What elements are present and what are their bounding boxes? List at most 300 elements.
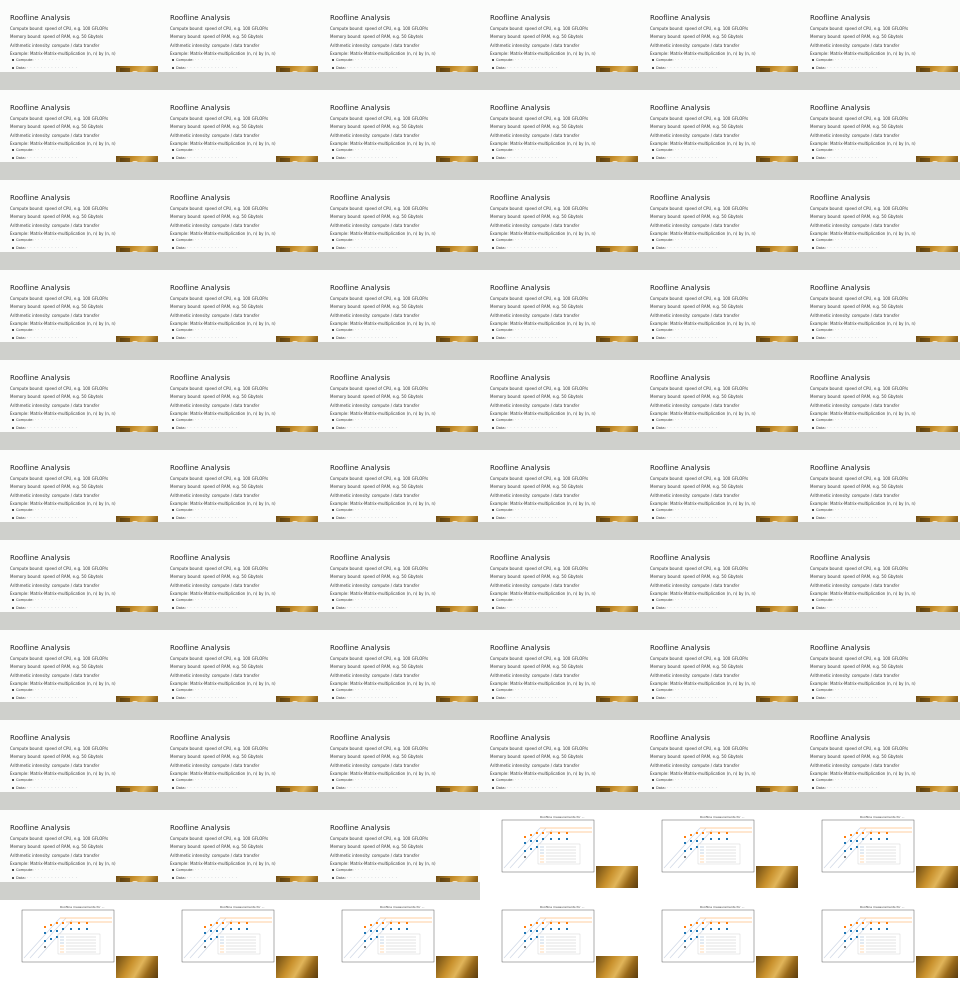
chart-thumbnail[interactable] (160, 900, 320, 990)
slide-thumbnail[interactable] (640, 720, 800, 792)
example-text: Example: Matrix-Matrix-multiplication (n, n) by (n, n) (170, 321, 276, 326)
speaker-video-thumbnail (756, 336, 798, 342)
arithmetic-intensity-text: Arithmetic intensity: compute / data transfer (330, 853, 420, 858)
data-point (370, 938, 372, 940)
chart-thumbnail[interactable] (0, 900, 160, 990)
data-point (886, 838, 888, 840)
bullet-data (12, 696, 77, 700)
slide-title: Roofline Analysis (650, 14, 711, 22)
bullet-compute (332, 778, 381, 782)
data-point (690, 834, 692, 836)
bullet-icon (12, 599, 14, 601)
video-background-panel (280, 158, 290, 162)
chart-thumbnail[interactable] (320, 900, 480, 990)
memory-bound-text: Memory bound: speed of RAM, e.g. 50 Gbyte/s (10, 664, 104, 669)
data-point (558, 928, 560, 930)
slide-thumbnail[interactable] (480, 360, 640, 432)
data-point (246, 922, 248, 924)
presenter-figure (612, 161, 618, 162)
presenter-figure (452, 251, 458, 252)
data-point (886, 922, 888, 924)
presenter-figure (132, 251, 138, 252)
compute-bound-text: Compute bound: speed of CPU, e.g. 100 GFLOP/s (810, 386, 909, 391)
slide-thumbnail[interactable] (480, 540, 640, 612)
bullet-compute-label: Compute: (336, 508, 355, 512)
slide-thumbnail[interactable] (0, 630, 160, 702)
slide-thumbnail[interactable] (160, 810, 320, 882)
data-point (684, 932, 686, 934)
slide-thumbnail[interactable] (160, 270, 320, 342)
data-point (856, 846, 858, 848)
slide-thumbnail[interactable] (320, 0, 480, 72)
bullet-icon (652, 779, 654, 781)
example-text: Example: Matrix-Matrix-multiplication (n, n) by (n, n) (170, 771, 276, 776)
memory-bound-text: Memory bound: speed of RAM, e.g. 50 Gbyte/s (170, 574, 264, 579)
roof-line-memory-1 (24, 918, 60, 958)
data-point (870, 928, 872, 930)
memory-bound-text: Memory bound: speed of RAM, e.g. 50 Gbyte/s (650, 754, 744, 759)
bullet-compute-formula: · · · · · · · · (834, 418, 861, 422)
video-background-panel (120, 158, 130, 162)
slide-title: Roofline Analysis (170, 14, 231, 22)
compute-bound-text: Compute bound: speed of CPU, e.g. 100 GFLOP/s (170, 116, 269, 121)
slide-thumbnail[interactable] (640, 0, 800, 72)
slide-title: Roofline Analysis (10, 284, 71, 292)
bullet-icon (812, 689, 814, 691)
data-point (536, 846, 538, 848)
slide-title: Roofline Analysis (810, 104, 871, 112)
bullet-compute-label: Compute: (496, 148, 515, 152)
roof-line-memory-1 (664, 918, 700, 958)
memory-bound-text: Memory bound: speed of RAM, e.g. 50 Gbyte/s (490, 394, 584, 399)
bullet-compute-formula: · · · · · · · · (674, 688, 701, 692)
presenter-figure (612, 791, 618, 792)
speaker-video-thumbnail (596, 246, 638, 252)
bullet-compute-formula: · · · · · · · · (354, 418, 381, 422)
slide-thumbnail[interactable] (640, 180, 800, 252)
bullet-icon (332, 59, 334, 61)
slide-thumbnail[interactable] (0, 270, 160, 342)
bullet-data-label: Data: (816, 156, 827, 160)
bullet-data-formula: · · · · · · · · · · · · · · · (506, 246, 558, 250)
data-point (542, 922, 544, 924)
data-point (524, 940, 526, 942)
slide-thumbnail[interactable] (480, 0, 640, 72)
bullet-compute (172, 328, 221, 332)
example-text: Example: Matrix-Matrix-multiplication (n, n) by (n, n) (330, 141, 436, 146)
slide-thumbnail[interactable] (640, 540, 800, 612)
slide-thumbnail[interactable] (160, 0, 320, 72)
compute-bound-text: Compute bound: speed of CPU, e.g. 100 GFLOP/s (490, 476, 589, 481)
slide-thumbnail[interactable] (0, 90, 160, 162)
example-text: Example: Matrix-Matrix-multiplication (n, n) by (n, n) (330, 861, 436, 866)
bullet-icon (12, 329, 14, 331)
example-text: Example: Matrix-Matrix-multiplication (n, n) by (n, n) (810, 681, 916, 686)
video-background-panel (120, 248, 130, 252)
video-background-panel (920, 248, 930, 252)
bullet-compute-label: Compute: (336, 598, 355, 602)
data-point (550, 832, 552, 834)
slide-thumbnail[interactable] (160, 720, 320, 792)
video-background-panel (600, 518, 610, 522)
presenter-figure (292, 431, 298, 432)
compute-bound-text: Compute bound: speed of CPU, e.g. 100 GFLOP/s (170, 476, 269, 481)
memory-bound-text: Memory bound: speed of RAM, e.g. 50 Gbyte/s (810, 214, 904, 219)
chart-thumbnail[interactable] (480, 810, 640, 900)
slide-thumbnail[interactable] (480, 720, 640, 792)
slide-title: Roofline Analysis (810, 554, 871, 562)
slide-thumbnail[interactable] (800, 180, 960, 252)
presenter-figure (932, 161, 938, 162)
slide-thumbnail[interactable] (800, 270, 960, 342)
bullet-icon (172, 869, 174, 871)
bullet-icon (332, 329, 334, 331)
slide-thumbnail[interactable] (160, 90, 320, 162)
bullet-data-formula: · · · · · · · · · · · · · · · (346, 876, 398, 880)
arithmetic-intensity-text: Arithmetic intensity: compute / data transfer (650, 583, 740, 588)
chart-thumbnail[interactable] (800, 900, 960, 990)
speaker-video-thumbnail (116, 336, 158, 342)
memory-bound-text: Memory bound: speed of RAM, e.g. 50 Gbyte/s (810, 664, 904, 669)
video-background-panel (440, 608, 450, 612)
bullet-compute (332, 148, 381, 152)
bullet-compute (812, 778, 861, 782)
data-point (558, 922, 560, 924)
bullet-compute-formula: · · · · · · · · (834, 328, 861, 332)
data-point (702, 832, 704, 834)
slide-thumbnail[interactable] (320, 360, 480, 432)
compute-bound-text: Compute bound: speed of CPU, e.g. 100 GFLOP/s (10, 386, 109, 391)
slide-thumbnail[interactable] (160, 450, 320, 522)
compute-bound-text: Compute bound: speed of CPU, e.g. 100 GFLOP/s (490, 566, 589, 571)
bullet-compute-label: Compute: (176, 148, 195, 152)
bullet-icon (12, 67, 14, 69)
speaker-video-thumbnail (436, 606, 478, 612)
bullet-compute-label: Compute: (656, 598, 675, 602)
slide-thumbnail[interactable] (800, 720, 960, 792)
bullet-data-label: Data: (816, 66, 827, 70)
slide-title: Roofline Analysis (330, 644, 391, 652)
slide-thumbnail[interactable] (800, 360, 960, 432)
bullet-compute-label: Compute: (176, 418, 195, 422)
video-background-panel (600, 428, 610, 432)
bullet-compute (172, 508, 221, 512)
bullet-icon (12, 779, 14, 781)
slide-title: Roofline Analysis (810, 644, 871, 652)
slide-title: Roofline Analysis (650, 284, 711, 292)
data-point (718, 928, 720, 930)
example-text: Example: Matrix-Matrix-multiplication (n, n) by (n, n) (10, 861, 116, 866)
bullet-compute-label: Compute: (176, 328, 195, 332)
bullet-icon (332, 599, 334, 601)
bullet-data-label: Data: (656, 156, 667, 160)
example-text: Example: Matrix-Matrix-multiplication (n, n) by (n, n) (10, 51, 116, 56)
slide-thumbnail[interactable] (640, 630, 800, 702)
data-point (870, 838, 872, 840)
presenter-figure (772, 521, 778, 522)
slide-thumbnail[interactable] (320, 90, 480, 162)
compute-bound-text: Compute bound: speed of CPU, e.g. 100 GFLOP/s (170, 566, 269, 571)
bullet-compute (652, 58, 701, 62)
bullet-compute-label: Compute: (816, 58, 835, 62)
bullet-data (172, 156, 237, 160)
example-text: Example: Matrix-Matrix-multiplication (n, n) by (n, n) (330, 681, 436, 686)
data-point (216, 936, 218, 938)
data-point (210, 924, 212, 926)
slide-thumbnail[interactable] (320, 810, 480, 882)
arithmetic-intensity-text: Arithmetic intensity: compute / data transfer (170, 403, 260, 408)
bullet-data-label: Data: (656, 606, 667, 610)
slide-thumbnail[interactable] (0, 810, 160, 882)
data-point (50, 924, 52, 926)
chart-thumbnail[interactable] (480, 900, 640, 990)
speaker-video-thumbnail (756, 426, 798, 432)
slide-title: Roofline Analysis (170, 554, 231, 562)
data-point (844, 946, 846, 948)
slide-thumbnail[interactable] (0, 450, 160, 522)
slide-thumbnail[interactable] (640, 270, 800, 342)
bullet-data (12, 876, 77, 880)
memory-bound-text: Memory bound: speed of RAM, e.g. 50 Gbyte/s (330, 394, 424, 399)
bullet-compute (12, 688, 61, 692)
bullet-compute-label: Compute: (336, 148, 355, 152)
speaker-video-thumbnail (276, 246, 318, 252)
speaker-video-thumbnail (916, 516, 958, 522)
slide-thumbnail[interactable] (0, 540, 160, 612)
slide-thumbnail[interactable] (800, 630, 960, 702)
presenter-figure (932, 701, 938, 702)
data-point (886, 832, 888, 834)
slide-thumbnail[interactable] (320, 720, 480, 792)
memory-bound-text: Memory bound: speed of RAM, e.g. 50 Gbyte/s (490, 214, 584, 219)
compute-bound-text: Compute bound: speed of CPU, e.g. 100 GFLOP/s (10, 656, 109, 661)
bullet-data (12, 516, 77, 520)
example-text: Example: Matrix-Matrix-multiplication (n, n) by (n, n) (330, 231, 436, 236)
arithmetic-intensity-text: Arithmetic intensity: compute / data transfer (170, 673, 260, 678)
bullet-data-label: Data: (496, 696, 507, 700)
slide-thumbnail[interactable] (480, 630, 640, 702)
bullet-compute-formula: · · · · · · · · (354, 238, 381, 242)
video-background-panel (280, 248, 290, 252)
arithmetic-intensity-text: Arithmetic intensity: compute / data transfer (650, 403, 740, 408)
data-point (222, 922, 224, 924)
slide-thumbnail[interactable] (0, 180, 160, 252)
memory-bound-text: Memory bound: speed of RAM, e.g. 50 Gbyte/s (490, 574, 584, 579)
chart-title: Roofline measurements for ... (60, 905, 105, 909)
presenter-figure (612, 701, 618, 702)
slide-title: Roofline Analysis (490, 14, 551, 22)
slide-thumbnail[interactable] (800, 540, 960, 612)
data-point (364, 946, 366, 948)
video-background-panel (760, 338, 770, 342)
slide-thumbnail[interactable] (320, 450, 480, 522)
data-point (684, 926, 686, 928)
bullet-data-label: Data: (816, 696, 827, 700)
data-point (204, 940, 206, 942)
video-background-panel (920, 788, 930, 792)
slide-thumbnail[interactable] (800, 450, 960, 522)
bullet-compute-label: Compute: (16, 778, 35, 782)
bullet-icon (172, 877, 174, 879)
bullet-data-formula: · · · · · · · · · · · · · · · (26, 156, 78, 160)
data-point (382, 922, 384, 924)
slide-thumbnail[interactable] (800, 90, 960, 162)
slide-thumbnail[interactable] (480, 90, 640, 162)
bullet-compute (812, 418, 861, 422)
bullet-compute-label: Compute: (496, 328, 515, 332)
bullet-data-label: Data: (496, 606, 507, 610)
compute-bound-text: Compute bound: speed of CPU, e.g. 100 GFLOP/s (10, 836, 109, 841)
bullet-data-formula: · · · · · · · · · · · · · · · (26, 516, 78, 520)
bullet-compute-formula: · · · · · · · · (514, 598, 541, 602)
presenter-figure (772, 251, 778, 252)
bullet-compute-formula: · · · · · · · · (34, 58, 61, 62)
chart-thumbnail[interactable] (800, 810, 960, 900)
example-text: Example: Matrix-Matrix-multiplication (n, n) by (n, n) (490, 771, 596, 776)
presenter-figure (932, 791, 938, 792)
example-text: Example: Matrix-Matrix-multiplication (n, n) by (n, n) (170, 231, 276, 236)
data-point (524, 850, 526, 852)
data-point (684, 856, 686, 858)
bullet-compute-formula: · · · · · · · · (674, 508, 701, 512)
memory-bound-text: Memory bound: speed of RAM, e.g. 50 Gbyte/s (330, 124, 424, 129)
example-text: Example: Matrix-Matrix-multiplication (n, n) by (n, n) (810, 141, 916, 146)
bullet-icon (332, 607, 334, 609)
bullet-compute (332, 238, 381, 242)
data-point (56, 936, 58, 938)
bullet-data-label: Data: (656, 336, 667, 340)
bullet-compute (332, 328, 381, 332)
data-point (398, 928, 400, 930)
data-point (862, 838, 864, 840)
presenter-figure (772, 431, 778, 432)
slide-title: Roofline Analysis (330, 824, 391, 832)
slide-thumbnail[interactable] (160, 180, 320, 252)
slide-thumbnail[interactable] (160, 630, 320, 702)
example-text: Example: Matrix-Matrix-multiplication (n, n) by (n, n) (810, 411, 916, 416)
bullet-compute (652, 508, 701, 512)
slide-thumbnail[interactable] (160, 360, 320, 432)
video-background-panel (920, 698, 930, 702)
bullet-data-label: Data: (336, 336, 347, 340)
data-point (524, 836, 526, 838)
slide-title: Roofline Analysis (10, 464, 71, 472)
roof-line-memory-1 (824, 828, 860, 868)
data-point (856, 840, 858, 842)
slide-thumbnail[interactable] (800, 0, 960, 72)
example-text: Example: Matrix-Matrix-multiplication (n, n) by (n, n) (330, 321, 436, 326)
arithmetic-intensity-text: Arithmetic intensity: compute / data transfer (810, 493, 900, 498)
speaker-video-thumbnail (756, 246, 798, 252)
bullet-data-formula: · · · · · · · · · · · · · · · (826, 516, 878, 520)
slide-thumbnail[interactable] (320, 540, 480, 612)
bullet-compute (332, 58, 381, 62)
slide-thumbnail[interactable] (160, 540, 320, 612)
video-background-panel (440, 428, 450, 432)
bullet-icon (172, 67, 174, 69)
presenter-figure (772, 701, 778, 702)
presenter-figure (292, 791, 298, 792)
slide-thumbnail[interactable] (0, 720, 160, 792)
bullet-data-label: Data: (496, 66, 507, 70)
bullet-icon (812, 697, 814, 699)
memory-bound-text: Memory bound: speed of RAM, e.g. 50 Gbyte/s (810, 394, 904, 399)
slide-thumbnail[interactable] (480, 450, 640, 522)
memory-bound-text: Memory bound: speed of RAM, e.g. 50 Gbyte/s (490, 664, 584, 669)
bullet-data (492, 426, 557, 430)
bullet-icon (332, 509, 334, 511)
slide-thumbnail[interactable] (320, 630, 480, 702)
bullet-data-label: Data: (16, 66, 27, 70)
slide-thumbnail[interactable] (0, 360, 160, 432)
speaker-video-thumbnail (436, 156, 478, 162)
chart-thumbnail[interactable] (640, 810, 800, 900)
presenter-figure (132, 341, 138, 342)
compute-bound-text: Compute bound: speed of CPU, e.g. 100 GFLOP/s (650, 26, 749, 31)
data-point (44, 940, 46, 942)
bullet-icon (332, 427, 334, 429)
slide-thumbnail[interactable] (640, 90, 800, 162)
presenter-figure (132, 701, 138, 702)
data-point (550, 928, 552, 930)
bullet-data-formula: · · · · · · · · · · · · · · · (666, 336, 718, 340)
slide-title: Roofline Analysis (330, 284, 391, 292)
chart-thumbnail[interactable] (640, 900, 800, 990)
data-point (718, 838, 720, 840)
video-background-panel (600, 608, 610, 612)
data-point (878, 928, 880, 930)
bullet-data-label: Data: (816, 246, 827, 250)
presenter-figure (132, 611, 138, 612)
video-background-panel (440, 698, 450, 702)
bullet-icon (12, 607, 14, 609)
bullet-icon (492, 599, 494, 601)
slide-thumbnail[interactable] (320, 270, 480, 342)
bullet-compute (492, 148, 541, 152)
data-point (406, 928, 408, 930)
bullet-data-label: Data: (16, 246, 27, 250)
bullet-data-label: Data: (176, 246, 187, 250)
bullet-data-formula: · · · · · · · · · · · · · · · (186, 786, 238, 790)
compute-bound-text: Compute bound: speed of CPU, e.g. 100 GFLOP/s (170, 836, 269, 841)
slide-thumbnail[interactable] (480, 270, 640, 342)
slide-title: Roofline Analysis (810, 284, 871, 292)
bullet-icon (172, 149, 174, 151)
slide-thumbnail[interactable] (0, 0, 160, 72)
slide-thumbnail[interactable] (640, 360, 800, 432)
slide-thumbnail[interactable] (480, 180, 640, 252)
memory-bound-text: Memory bound: speed of RAM, e.g. 50 Gbyte/s (330, 34, 424, 39)
bullet-compute-label: Compute: (16, 688, 35, 692)
example-text: Example: Matrix-Matrix-multiplication (n, n) by (n, n) (330, 771, 436, 776)
compute-bound-text: Compute bound: speed of CPU, e.g. 100 GFLOP/s (490, 206, 589, 211)
arithmetic-intensity-text: Arithmetic intensity: compute / data transfer (490, 583, 580, 588)
bullet-data-label: Data: (816, 606, 827, 610)
data-point (62, 922, 64, 924)
data-point (558, 832, 560, 834)
slide-thumbnail[interactable] (320, 180, 480, 252)
bullet-data-label: Data: (176, 516, 187, 520)
bullet-icon (492, 787, 494, 789)
data-point (56, 930, 58, 932)
slide-thumbnail[interactable] (640, 450, 800, 522)
bullet-icon (812, 239, 814, 241)
data-point (690, 930, 692, 932)
bullet-compute (812, 148, 861, 152)
data-point (856, 832, 858, 834)
speaker-video-thumbnail (596, 426, 638, 432)
bullet-compute-formula: · · · · · · · · (514, 238, 541, 242)
